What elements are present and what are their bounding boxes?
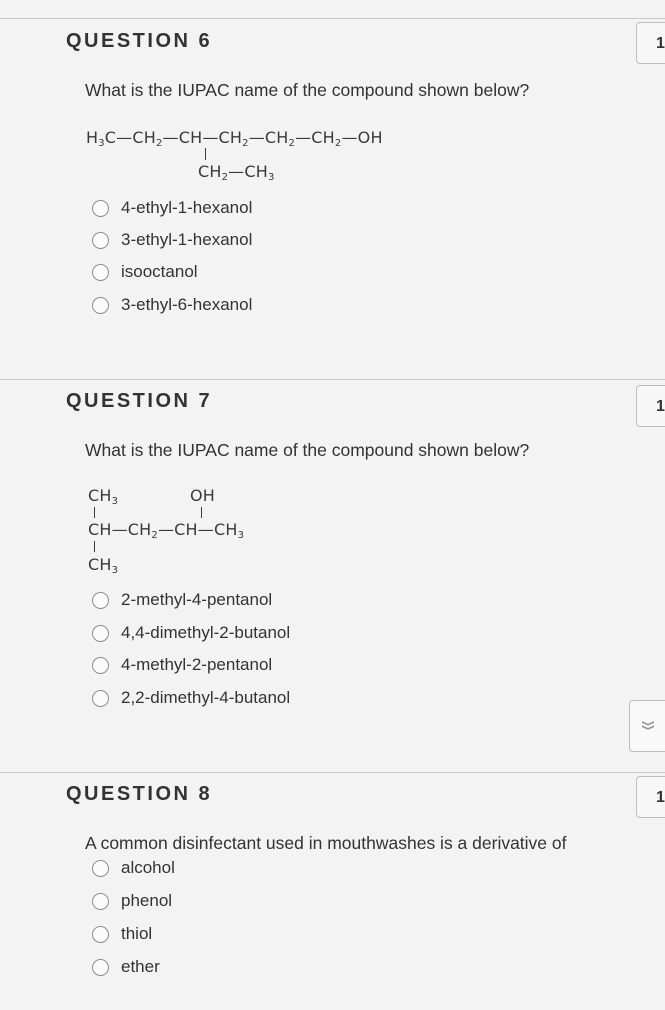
- radio-button[interactable]: [92, 264, 109, 281]
- question-6-points: 1: [636, 22, 665, 64]
- radio-button[interactable]: [92, 959, 109, 976]
- question-7-option[interactable]: 4-methyl-2-pentanol: [92, 653, 272, 677]
- section-divider: [0, 18, 665, 19]
- question-8-option[interactable]: ether: [92, 955, 160, 979]
- section-divider: [0, 379, 665, 380]
- double-chevron-down-icon: ❯❯: [642, 719, 657, 729]
- question-6-option[interactable]: 4-ethyl-1-hexanol: [92, 196, 252, 220]
- radio-button[interactable]: [92, 592, 109, 609]
- radio-button[interactable]: [92, 690, 109, 707]
- question-6-option[interactable]: 3-ethyl-6-hexanol: [92, 293, 252, 317]
- question-6-heading: QUESTION 6: [66, 30, 213, 52]
- question-7-heading: QUESTION 7: [66, 390, 213, 412]
- question-8-option[interactable]: thiol: [92, 922, 152, 946]
- radio-button[interactable]: [92, 625, 109, 642]
- question-8-prompt: A common disinfectant used in mouthwashes is a derivative of: [85, 833, 567, 853]
- question-7-option[interactable]: 2,2-dimethyl-4-butanol: [92, 686, 290, 710]
- question-8-points: 1: [636, 776, 665, 818]
- question-6-option[interactable]: 3-ethyl-1-hexanol: [92, 228, 252, 252]
- question-6-option[interactable]: isooctanol: [92, 260, 198, 284]
- question-8-option[interactable]: alcohol: [92, 856, 175, 880]
- question-7-option[interactable]: 2-methyl-4-pentanol: [92, 588, 272, 612]
- question-8-option[interactable]: phenol: [92, 889, 172, 913]
- scroll-nav-button[interactable]: [629, 700, 665, 752]
- radio-button[interactable]: [92, 657, 109, 674]
- radio-button[interactable]: [92, 232, 109, 249]
- question-8-heading: QUESTION 8: [66, 783, 213, 805]
- radio-button[interactable]: [92, 926, 109, 943]
- radio-button[interactable]: [92, 893, 109, 910]
- radio-button[interactable]: [92, 297, 109, 314]
- question-6-prompt: What is the IUPAC name of the compound shown below?: [85, 80, 530, 100]
- radio-button[interactable]: [92, 860, 109, 877]
- question-7-points: 1: [636, 385, 665, 427]
- question-7-prompt: What is the IUPAC name of the compound shown below?: [85, 440, 530, 460]
- section-divider: [0, 772, 665, 773]
- question-7-option[interactable]: 4,4-dimethyl-2-butanol: [92, 621, 290, 645]
- radio-button[interactable]: [92, 200, 109, 217]
